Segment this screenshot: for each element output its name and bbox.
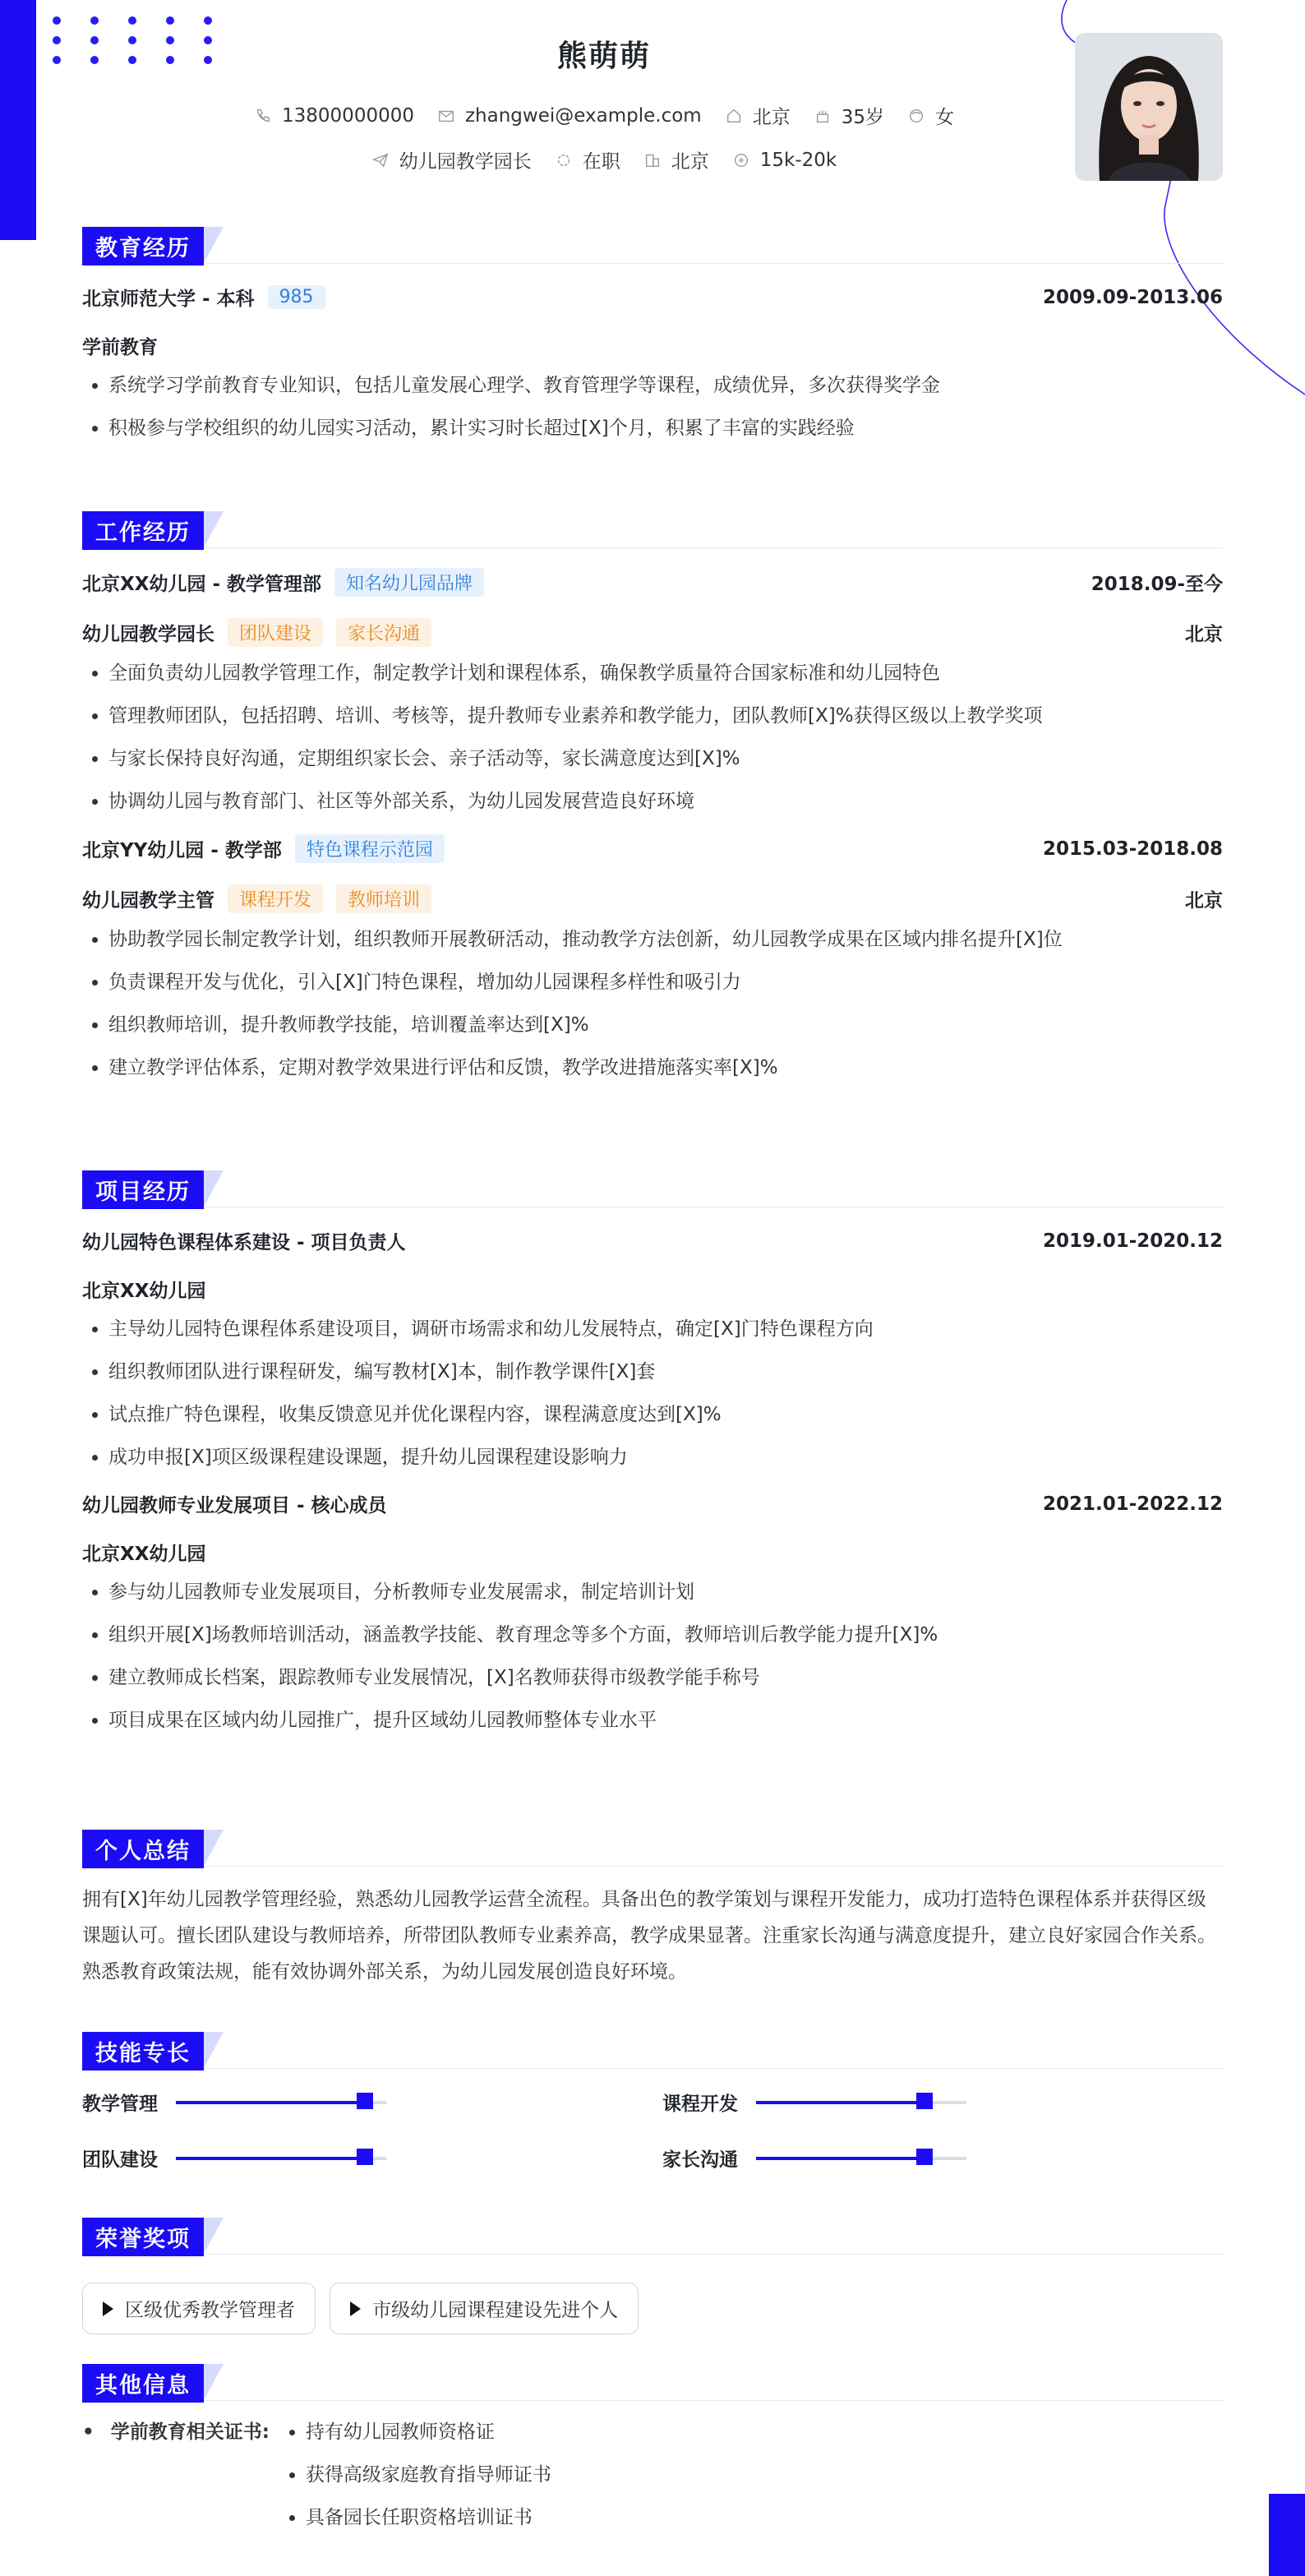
award-item — [82, 2283, 316, 2334]
salary-icon — [732, 151, 750, 169]
list-item: • 参与幼儿园教师专业发展项目，分析教师专业发展需求，制定培训计划 — [108, 1571, 1223, 1613]
project-date: 2021.01-2022.12 — [1042, 1493, 1223, 1515]
role-tag: 教师培训 — [336, 884, 431, 913]
target-position-text: 幼儿园教学园长 — [399, 151, 532, 173]
award-text: 市级幼儿园课程建设先进个人 — [372, 2300, 619, 2321]
projects-section — [82, 1170, 1223, 1742]
skill-name: 家长沟通 — [662, 2149, 738, 2171]
salary-item — [732, 146, 837, 173]
job-city: 北京 — [1185, 890, 1223, 912]
skill-bar — [756, 2101, 966, 2104]
phone-text: 13800000000 — [282, 104, 414, 127]
project-org: 北京XX幼儿园 — [82, 1281, 206, 1302]
list-item: • 负责课程开发与优化，引入[X]门特色课程，增加幼儿园课程多样性和吸引力 — [108, 961, 1223, 1004]
hometown-item — [725, 102, 791, 129]
list-item: • 建立教师成长档案，跟踪教师专业发展情况，[X]名教师获得市级教学能手称号 — [108, 1656, 1223, 1699]
skill-name: 团队建设 — [82, 2149, 158, 2171]
age-text: 35岁 — [841, 107, 884, 128]
job-date: 2015.03-2018.08 — [1042, 838, 1223, 860]
candidate-name: 熊萌萌 — [556, 39, 651, 73]
summary-section — [82, 1830, 1223, 1990]
skill-bar — [756, 2157, 966, 2160]
role-tag: 家长沟通 — [336, 618, 431, 647]
education-title: 教育经历 — [82, 227, 204, 265]
list-item: • 主导幼儿园特色课程体系建设项目，调研市场需求和幼儿发展特点，确定[X]门特色课程方向 — [108, 1308, 1223, 1350]
project-name: 幼儿园特色课程体系建设 - 项目负责人 — [82, 1232, 406, 1253]
skill-name: 教学管理 — [82, 2094, 158, 2115]
skill-name: 课程开发 — [662, 2094, 738, 2115]
status-item — [555, 146, 620, 173]
major: 学前教育 — [82, 337, 158, 358]
phone-icon — [254, 107, 272, 125]
email-text: zhangwei@example.com — [464, 104, 702, 127]
list-item: • 具备园长任职资格培训证书 — [306, 2496, 551, 2539]
company-tag: 特色课程示范园 — [295, 834, 445, 863]
education-section — [82, 227, 1223, 450]
job-role: 幼儿园教学园长 — [82, 624, 214, 645]
job-role: 幼儿园教学主管 — [82, 890, 214, 912]
other-section — [82, 2364, 1223, 2539]
list-item: • 试点推广特色课程，收集反馈意见并优化课程内容，课程满意度达到[X]% — [108, 1393, 1223, 1436]
home-icon — [725, 107, 743, 125]
other-title: 其他信息 — [82, 2364, 204, 2403]
summary-title: 个人总结 — [82, 1830, 204, 1868]
school-name: 北京师范大学 - 本科 — [82, 289, 255, 310]
hometown-text: 北京 — [752, 107, 791, 128]
list-item: • 积极参与学校组织的幼儿园实习活动，累计实习时长超过[X]个月，积累了丰富的实践经验 — [108, 407, 1223, 450]
list-item: • 管理教师团队，包括招聘、培训、考核等，提升教师专业素养和教学能力，团队教师[X]%获得区级以上教学奖项 — [108, 695, 1223, 737]
work-section — [82, 511, 1223, 1089]
phone-item — [254, 102, 414, 129]
education-date: 2009.09-2013.06 — [1042, 286, 1223, 308]
building-icon — [643, 151, 662, 169]
status-text: 在职 — [582, 151, 620, 173]
skills-title: 技能专长 — [82, 2032, 204, 2070]
other-key: • 学前教育相关证书: — [82, 2411, 270, 2539]
skill-item — [662, 2089, 966, 2116]
send-icon — [371, 151, 390, 169]
company-name: 北京YY幼儿园 - 教学部 — [82, 840, 282, 861]
honors-title: 荣誉奖项 — [82, 2218, 204, 2256]
contact-row — [0, 102, 1208, 129]
age-icon — [814, 107, 832, 125]
gender-text: 女 — [934, 107, 954, 128]
list-item: • 协调幼儿园与教育部门、社区等外部关系，为幼儿园发展营造良好环境 — [108, 780, 1223, 823]
projects-title: 项目经历 — [82, 1170, 204, 1209]
salary-text: 15k-20k — [759, 149, 837, 171]
list-item: • 与家长保持良好沟通，定期组织家长会、亲子活动等，家长满意度达到[X]% — [108, 737, 1223, 780]
award-text: 区级优秀教学管理者 — [125, 2300, 295, 2321]
list-item: • 协助教学园长制定教学计划，组织教师开展教研活动，推动教学方法创新，幼儿园教学成果在区域内排名提升[X]位 — [108, 918, 1223, 961]
list-item: • 组织开展[X]场教师培训活动，涵盖教学技能、教育理念等多个方面，教师培训后教学能力提升[X]% — [108, 1613, 1223, 1656]
status-icon — [555, 151, 573, 169]
job-date: 2018.09-至今 — [1091, 574, 1223, 595]
gender-item — [907, 102, 954, 129]
school-tag: 985 — [268, 285, 325, 309]
summary-text: 拥有[X]年幼儿园教学管理经验，熟悉幼儿园教学运营全流程。具备出色的教学策划与课程开发能力，成功打造特色课程体系并获得区级课题认可。擅长团队建设与教师培养，所带团队教师专业素养高，教学成果显著。注重家长沟通与满意度提升，建立良好家园合作关系。熟悉教育政策法规，能有效协调外部关系，为幼儿园发展创造良好环境。 — [82, 1889, 1216, 1983]
gender-icon — [907, 107, 925, 125]
play-icon — [350, 2301, 361, 2316]
target-city-item — [643, 146, 709, 173]
list-item: • 建立教学评估体系，定期对教学效果进行评估和反馈，教学改进措施落实率[X]% — [108, 1046, 1223, 1089]
project-name: 幼儿园教师专业发展项目 - 核心成员 — [82, 1495, 387, 1517]
company-name: 北京XX幼儿园 - 教学管理部 — [82, 574, 322, 595]
project-date: 2019.01-2020.12 — [1042, 1230, 1223, 1252]
award-item — [330, 2283, 639, 2334]
skill-item — [82, 2144, 386, 2172]
project-org: 北京XX幼儿园 — [82, 1544, 206, 1565]
role-tag: 课程开发 — [228, 884, 323, 913]
mail-icon — [437, 107, 455, 125]
list-item: • 项目成果在区域内幼儿园推广，提升区域幼儿园教师整体专业水平 — [108, 1699, 1223, 1742]
skills-section — [82, 2032, 1223, 2184]
age-item — [814, 102, 884, 129]
list-item: • 持有幼儿园教师资格证 — [306, 2411, 551, 2454]
list-item: • 成功申报[X]项区级课程建设课题，提升幼儿园课程建设影响力 — [108, 1436, 1223, 1479]
target-position-item — [371, 146, 532, 173]
list-item: • 系统学习学前教育专业知识，包括儿童发展心理学、教育管理学等课程，成绩优异，多次获得奖学金 — [108, 364, 1223, 407]
list-item: • 全面负责幼儿园教学管理工作，制定教学计划和课程体系，确保教学质量符合国家标准和幼儿园特色 — [108, 652, 1223, 695]
skill-bar — [176, 2157, 386, 2160]
skill-bar — [176, 2101, 386, 2104]
avatar — [1075, 33, 1223, 181]
email-item — [437, 102, 702, 129]
list-item: • 获得高级家庭教育指导师证书 — [306, 2454, 551, 2496]
company-tag: 知名幼儿园品牌 — [334, 568, 484, 597]
job-city: 北京 — [1185, 624, 1223, 645]
list-item: • 组织教师团队进行课程研发，编写教材[X]本，制作教学课件[X]套 — [108, 1350, 1223, 1393]
list-item: • 组织教师培训，提升教师教学技能，培训覆盖率达到[X]% — [108, 1004, 1223, 1046]
honors-section — [82, 2218, 1223, 2334]
corner-accent-block — [1269, 2494, 1305, 2576]
work-title: 工作经历 — [82, 511, 204, 550]
job-intent-row — [0, 146, 1208, 173]
target-city-text: 北京 — [671, 151, 709, 173]
skill-item — [82, 2089, 386, 2116]
role-tag: 团队建设 — [228, 618, 323, 647]
skill-item — [662, 2144, 966, 2172]
play-icon — [103, 2301, 113, 2316]
